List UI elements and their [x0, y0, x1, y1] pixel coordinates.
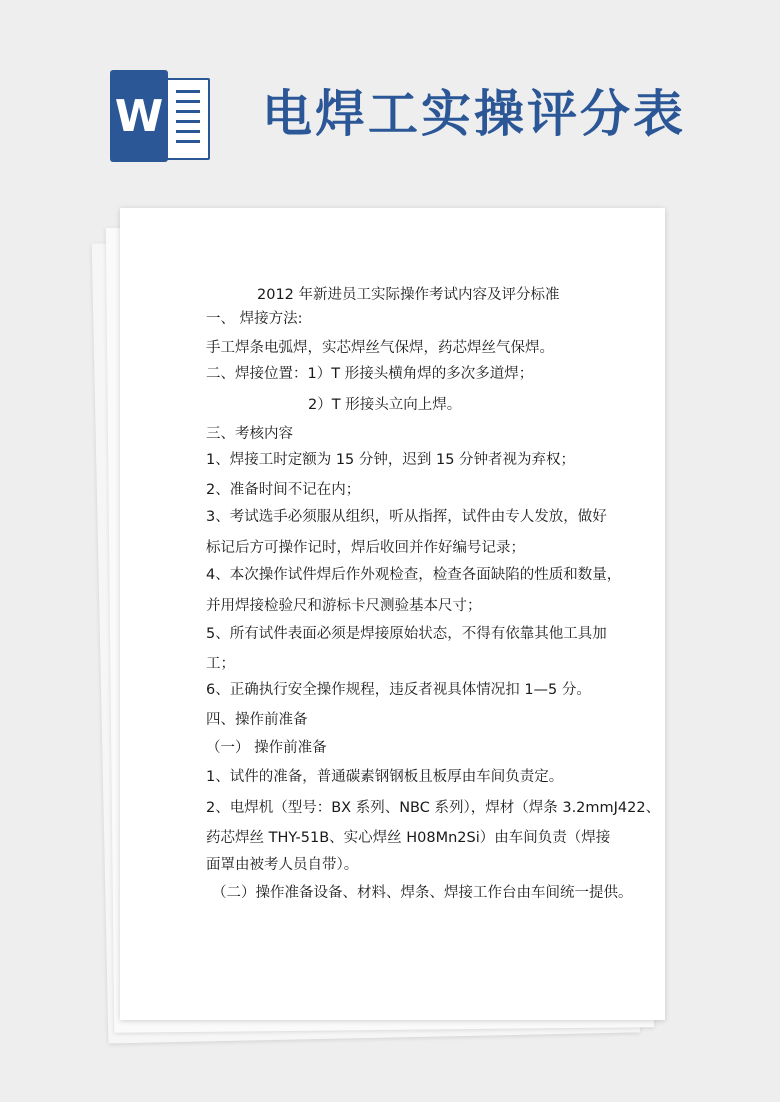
document-page — [120, 208, 665, 1020]
paragraph-line: 手工焊条电弧焊，实芯焊丝气保焊，药芯焊丝气保焊。 — [206, 340, 554, 356]
word-letter-badge: W — [110, 70, 168, 162]
paragraph-line: 1、焊接工时定额为 15 分钟，迟到 15 分钟者视为弃权； — [206, 452, 576, 468]
header-banner — [0, 0, 780, 190]
paragraph-line: 并用焊接检验尺和游标卡尺测验基本尺寸； — [206, 598, 482, 614]
paragraph-line: 4、本次操作试件焊后作外观检查，检查各面缺陷的性质和数量， — [206, 567, 622, 583]
section-heading: 一、 焊接方法: — [206, 311, 303, 327]
paragraph-line: 2、准备时间不记在内； — [206, 482, 361, 498]
document-title: 电焊工实操评分表 — [262, 85, 686, 143]
paragraph-line: 工； — [206, 656, 235, 672]
text-line-shape — [176, 100, 200, 103]
paragraph-line: 1、试件的准备，普通碳素钢钢板且板厚由车间负责定。 — [206, 769, 564, 785]
text-line-shape — [176, 140, 200, 143]
paragraph-line: 3、考试选手必须服从组织，听从指挥，试件由专人发放，做好 — [206, 509, 607, 525]
text-line-shape — [176, 130, 200, 133]
paragraph-line: 面罩由被考人员自带）。 — [206, 857, 359, 873]
paragraph-line: 2）T 形接头立向上焊。 — [308, 397, 462, 413]
subsection-heading: （二）操作准备设备、材料、焊条、焊接工作台由车间统一提供。 — [212, 885, 633, 901]
section-heading: 二、焊接位置：1）T 形接头横角焊的多次多道焊； — [206, 366, 534, 382]
paragraph-line: 6、正确执行安全操作规程，违反者视具体情况扣 1—5 分。 — [206, 682, 591, 698]
section-heading: 四、操作前准备 — [206, 712, 308, 728]
text-line-shape — [176, 120, 200, 123]
text-line-shape — [176, 90, 200, 93]
paragraph-line: 5、所有试件表面必须是焊接原始状态，不得有依靠其他工具加 — [206, 626, 607, 642]
document-heading: 2012 年新进员工实际操作考试内容及评分标准 — [257, 287, 560, 303]
text-line-shape — [176, 110, 200, 113]
section-heading: 三、考核内容 — [206, 426, 293, 442]
paragraph-line: 药芯焊丝 THY-51B、实心焊丝 H08Mn2Si）由车间负责（焊接 — [206, 830, 611, 846]
paragraph-line: 2、电焊机（型号：BX 系列、NBC 系列），焊材（焊条 3.2mmJ422、 — [206, 800, 661, 816]
word-document-icon — [110, 70, 210, 162]
subsection-heading: （一） 操作前准备 — [206, 740, 327, 756]
paragraph-line: 标记后方可操作记时，焊后收回并作好编号记录； — [206, 540, 525, 556]
